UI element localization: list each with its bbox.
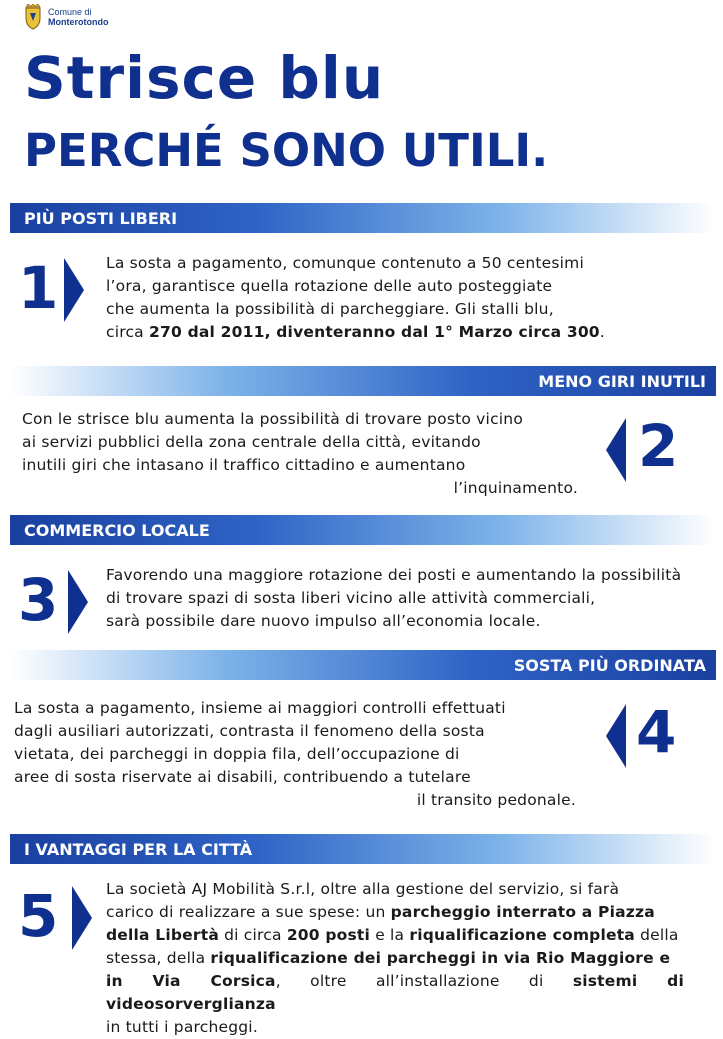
text-line [106, 901, 684, 924]
text-span: carico di realizzare a sue spese: un [106, 903, 391, 921]
text-line: Con le strisce blu aumenta la possibilità di trovare posto vicino [22, 410, 524, 428]
section-number-3: 3 [18, 566, 59, 634]
section-number-4: 4 [636, 698, 677, 766]
text-line: il transito pedonale. [416, 791, 576, 809]
text-bold: riqualificazione dei parcheggi in via Rio Maggiore e [210, 949, 671, 967]
text-span: circa [106, 323, 150, 341]
section-text-5 [106, 878, 684, 1039]
text-line: La sosta a pagamento, comunque contenuto a 50 centesimi [106, 254, 584, 272]
text-span: e la [370, 926, 410, 944]
text-line: vietata, dei parcheggi in doppia fila, dell’occupazione di [14, 745, 460, 763]
text-span: di circa [219, 926, 287, 944]
text-line: ai servizi pubblici della zona centrale della città, evitando [22, 433, 481, 451]
page-subtitle: PERCHÉ SONO UTILI. [24, 124, 549, 177]
text-line: La sosta a pagamento, insieme ai maggiori controlli effettuati [14, 699, 506, 717]
section-text-3 [106, 564, 684, 633]
crest-icon [22, 4, 44, 30]
text-line [106, 947, 684, 970]
section-number-5: 5 [18, 882, 59, 950]
text-span: stessa, della [106, 949, 211, 967]
text-line: l’inquinamento. [453, 479, 578, 497]
section-heading-1: PIÙ POSTI LIBERI [10, 203, 716, 233]
text-line: di trovare spazi di sosta liberi vicino alle attività commerciali, [106, 589, 596, 607]
chevron-right-icon [70, 886, 94, 950]
text-line: dagli ausiliari autorizzati, contrasta il fenomeno della sosta [14, 722, 485, 740]
org-line2: Monterotondo [48, 17, 109, 27]
text-span: , oltre all’installazione di [275, 972, 573, 990]
org-line1: Comune di [48, 7, 92, 17]
section-text-1 [106, 252, 684, 344]
text-line: sarà possibile dare nuovo impulso all’economia locale. [106, 612, 541, 630]
chevron-left-icon [604, 704, 628, 768]
chevron-left-icon [604, 418, 628, 482]
text-line: che aumenta la possibilità di parcheggiare. Gli stalli blu, [106, 300, 554, 318]
text-span: della [634, 926, 679, 944]
page-title: Strisce blu [24, 44, 385, 112]
text-bold: parcheggio interrato a Piazza [390, 903, 655, 921]
text-span: . [599, 323, 605, 341]
section-number-1: 1 [18, 254, 59, 322]
text-line [106, 970, 684, 1016]
text-line: in tutti i parcheggi. [106, 1018, 258, 1036]
text-bold: 200 posti [286, 926, 371, 944]
text-bold: in Via Corsica [106, 972, 276, 990]
municipality-logo [22, 4, 108, 30]
section-number-2: 2 [638, 412, 679, 480]
text-line [106, 321, 684, 344]
text-line: La società AJ Mobilità S.r.l, oltre alla gestione del servizio, si farà [106, 880, 620, 898]
section-heading-3: COMMERCIO LOCALE [10, 515, 716, 545]
section-text-2 [22, 408, 578, 500]
text-line: inutili giri che intasano il traffico cittadino e aumentano [22, 456, 466, 474]
section-heading-2: MENO GIRI INUTILI [10, 366, 716, 396]
text-line: Favorendo una maggiore rotazione dei posti e aumentando la possibilità [106, 566, 682, 584]
section-heading-4: SOSTA PIÙ ORDINATA [10, 650, 716, 680]
text-bold: 270 dal 2011, diventeranno dal 1° Marzo circa 300 [149, 323, 600, 341]
chevron-right-icon [66, 570, 90, 634]
chevron-right-icon [62, 258, 86, 322]
text-bold: riqualificazione completa [409, 926, 635, 944]
text-line: aree di sosta riservate ai disabili, contribuendo a tutelare [14, 768, 471, 786]
org-name [48, 7, 108, 27]
section-text-4 [14, 697, 576, 812]
text-bold: sistemi di videosorverglianza [106, 972, 684, 1013]
text-bold: della Libertà [106, 926, 219, 944]
text-line [106, 924, 684, 947]
section-heading-5: I VANTAGGI PER LA CITTÀ [10, 834, 716, 864]
text-line: l’ora, garantisce quella rotazione delle auto posteggiate [106, 277, 553, 295]
